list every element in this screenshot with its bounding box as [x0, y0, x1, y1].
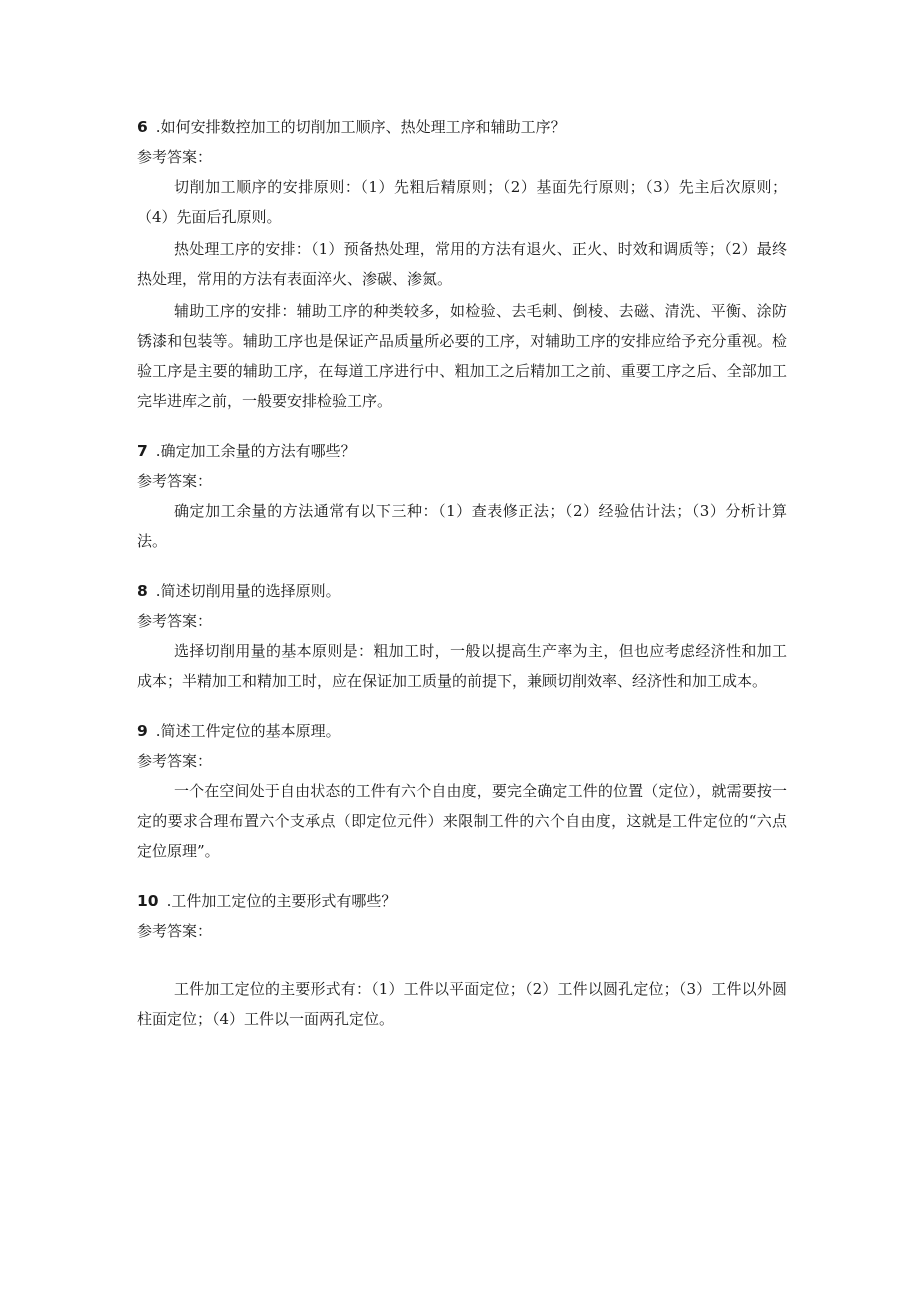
answer-label: 参考答案：	[137, 148, 213, 166]
qa-section-7	[137, 436, 787, 556]
question-number: 8	[137, 582, 148, 600]
question-text: .简述工件定位的基本原理。	[155, 722, 341, 740]
question-heading	[137, 886, 787, 916]
question-text: .确定加工余量的方法有哪些？	[155, 442, 356, 460]
answer-paragraph: 确定加工余量的方法通常有以下三种：（1）查表修正法；（2）经验估计法；（3）分析计算法。	[137, 502, 787, 550]
question-heading	[137, 576, 787, 606]
qa-section-10	[137, 886, 787, 1034]
question-number: 6	[137, 118, 148, 136]
answer-label: 参考答案：	[137, 612, 213, 630]
question-number: 7	[137, 442, 148, 460]
answer-paragraph: 一个在空间处于自由状态的工件有六个自由度，要完全确定工件的位置（定位），就需要按一定的要求合理布置六个支承点（即定位元件）来限制工件的六个自由度，这就是工件定位的“六点定位原理”。	[137, 782, 787, 860]
question-heading	[137, 112, 787, 142]
question-number: 9	[137, 722, 148, 740]
answer-paragraph: 工件加工定位的主要形式有：（1）工件以平面定位；（2）工件以圆孔定位；（3）工件以外圆柱面定位；（4）工件以一面两孔定位。	[137, 980, 787, 1028]
answer-paragraph: 选择切削用量的基本原则是：粗加工时，一般以提高生产率为主，但也应考虑经济性和加工成本；半精加工和精加工时，应在保证加工质量的前提下，兼顾切削效率、经济性和加工成本。	[137, 642, 787, 690]
question-heading	[137, 716, 787, 746]
question-number: 10	[137, 892, 159, 910]
answer-paragraph: 热处理工序的安排：（1）预备热处理，常用的方法有退火、正火、时效和调质等；（2）最终热处理，常用的方法有表面淬火、渗碳、渗氮。	[137, 240, 787, 288]
question-text: .如何安排数控加工的切削加工顺序、热处理工序和辅助工序？	[155, 118, 566, 136]
question-heading	[137, 436, 787, 466]
qa-section-9	[137, 716, 787, 866]
question-text: .工件加工定位的主要形式有哪些？	[166, 892, 397, 910]
answer-paragraph: 切削加工顺序的安排原则：（1）先粗后精原则；（2）基面先行原则；（3）先主后次原则；（4）先面后孔原则。	[137, 178, 787, 226]
answer-label: 参考答案：	[137, 922, 213, 940]
qa-section-6	[137, 112, 787, 416]
question-text: .简述切削用量的选择原则。	[155, 582, 341, 600]
answer-paragraph: 辅助工序的安排：辅助工序的种类较多，如检验、去毛刺、倒棱、去磁、清洗、平衡、涂防锈漆和包装等。辅助工序也是保证产品质量所必要的工序，对辅助工序的安排应给予充分重视。检验工序是主要的辅助工序，在每道工序进行中、粗加工之后精加工之前、重要工序之后、全部加工完毕进库之前，一般要安排检验工序。	[137, 302, 787, 410]
answer-label: 参考答案：	[137, 752, 213, 770]
answer-label: 参考答案：	[137, 472, 213, 490]
document-content	[137, 112, 787, 1036]
qa-section-8	[137, 576, 787, 696]
